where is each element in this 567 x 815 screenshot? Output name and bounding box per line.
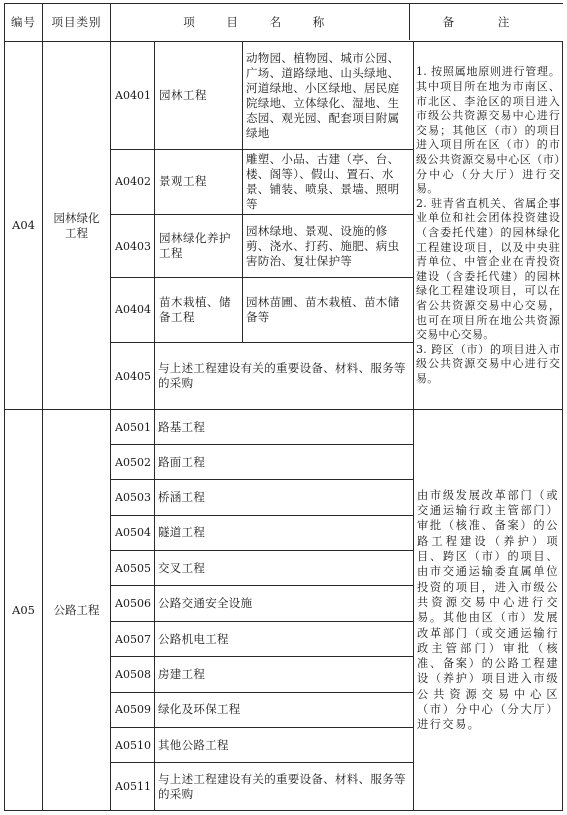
header-note	[409, 4, 562, 40]
item-code: A0402	[111, 149, 155, 215]
item-name: 园林绿化养护工程	[155, 215, 243, 278]
item-name: 交叉工程	[155, 551, 414, 586]
item-code: A0405	[111, 342, 155, 410]
item-code: A0507	[111, 621, 155, 656]
header-project-name: 项 目 名 称	[111, 4, 563, 42]
item-name: 路基工程	[155, 410, 414, 444]
note-item: 1. 按照属地原则进行管理。其中项目所在地为市南区、市北区、李沧区的项目进入市级公共资源交易中心进行交易；其他区（市）的项目进入项目所在区（市）的市级公共资源交易中心区（市）分中心（分大厅）进行交易。	[416, 65, 561, 196]
item-name: 公路机电工程	[155, 621, 414, 656]
section-code: A05	[5, 410, 43, 811]
item-name: 与上述工程建设有关的重要设备、材料、服务等的采购	[155, 342, 414, 410]
note-item: 2. 驻青省直机关、省属企事业单位和社会团体投资建设（含委托代建）的园林绿化工程建设项目，以及中央驻青单位、中管企业在青投资建设（含委托代建）的园林绿化工程建设项目，可以在省公共资源交易中心交易，也可在项目所在地公共资源交易中心交易。	[416, 196, 561, 342]
item-code: A0501	[111, 410, 155, 444]
item-code: A0510	[111, 727, 155, 762]
table-row	[5, 410, 563, 444]
section-note: 由市级发展改革部门（或交通运输行政主管部门）审批（核准、备案）的公路工程建设（养护）项目、跨区（市）的项目、由市交通运输委直属单位投资的项目，进入市级公共资源交易中心进行交易。其他由区（市）发展改革部门（或交通运输行政主管部门）审批（核准、备案）的公路工程建设（养护）项目进入市级公共资源交易中心区（市）分中心（分大厅）进行交易。	[414, 410, 563, 811]
item-name: 房建工程	[155, 657, 414, 692]
item-name: 路面工程	[155, 444, 414, 479]
item-name: 绿化及环保工程	[155, 692, 414, 727]
item-name: 隧道工程	[155, 515, 414, 550]
section-code: A04	[5, 42, 43, 410]
item-name: 其他公路工程	[155, 727, 414, 762]
section-name: 园林绿化工程	[43, 42, 111, 410]
item-code: A0401	[111, 42, 155, 149]
item-name: 园林工程	[155, 42, 243, 149]
header-category: 项目类别	[43, 4, 111, 42]
header-note-label: 备 注	[442, 15, 530, 29]
header-code: 编号	[5, 4, 43, 42]
item-code: A0511	[111, 763, 155, 811]
item-code: A0506	[111, 586, 155, 621]
item-name: 与上述工程建设有关的重要设备、材料、服务等的采购	[155, 763, 414, 811]
item-name: 公路交通安全设施	[155, 586, 414, 621]
header-project-mask	[409, 3, 410, 4]
item-description: 园林苗圃、苗木栽植、苗木储备等	[243, 278, 414, 343]
item-code: A0503	[111, 480, 155, 515]
item-name: 景观工程	[155, 149, 243, 215]
item-name: 苗木栽植、储备工程	[155, 278, 243, 343]
item-code: A0505	[111, 551, 155, 586]
item-name: 桥涵工程	[155, 480, 414, 515]
project-classification-table	[4, 3, 563, 811]
section-name: 公路工程	[43, 410, 111, 811]
item-description: 园林绿地、景观、设施的修剪、浇水、打药、施肥、病虫害防治、复壮保护等	[243, 215, 414, 278]
table-row	[5, 42, 563, 149]
note-item: 3. 跨区（市）的项目进入市级公共资源交易中心进行交易。	[416, 342, 561, 385]
item-description: 雕塑、小品、古建（亭、台、楼、阁等）、假山、置石、水景、铺装、喷泉、景墙、照明等	[243, 149, 414, 215]
item-code: A0508	[111, 657, 155, 692]
item-code: A0509	[111, 692, 155, 727]
item-code: A0403	[111, 215, 155, 278]
item-code: A0502	[111, 444, 155, 479]
section-notes	[414, 42, 563, 410]
item-code: A0504	[111, 515, 155, 550]
item-code: A0404	[111, 278, 155, 343]
item-description: 动物园、植物园、城市公园、广场、道路绿地、山头绿地、河道绿地、小区绿地、居民庭院绿地、立体绿化、湿地、生态园、观光园、配套项目附属绿地	[243, 42, 414, 149]
